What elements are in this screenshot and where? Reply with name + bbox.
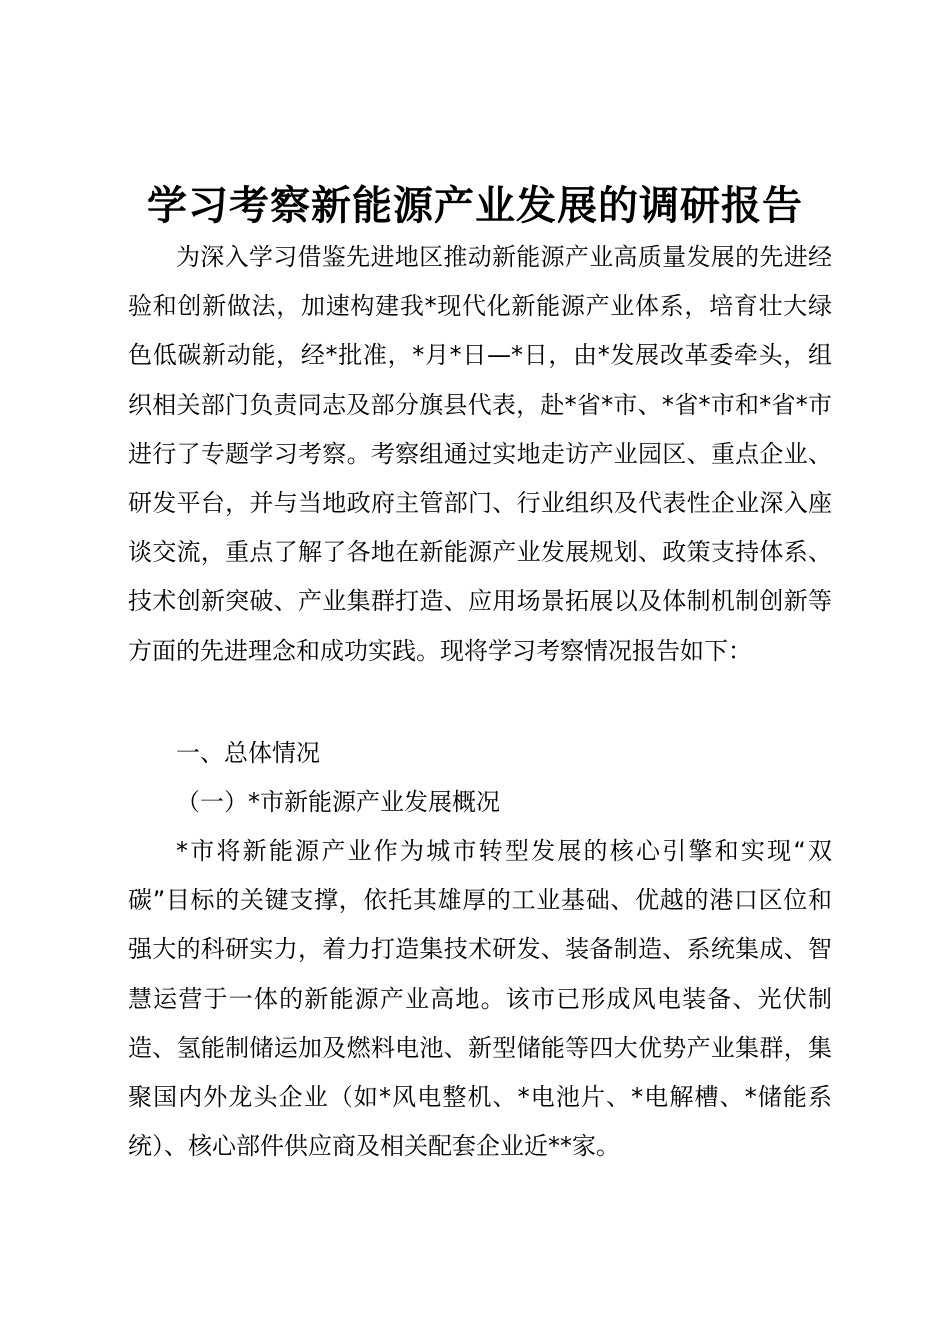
section-heading: 一、总体情况 xyxy=(176,739,320,767)
intro-paragraph: 为深入学习借鉴先进地区推动新能源产业高质量发展的先进经验和创新做法，加速构建我*现代化新能源产业体系，培育壮大绿色低碳新动能，经*批准，*月*日—*日，由*发展改革委牵头，组织相关部门负责同志及部分旗县代表，赴*省*市、*省*市和*省*市进行了专题学习考察。考察组通过实地走访产业园区、重点企业、研发平台，并与当地政府主管部门、行业组织及代表性企业深入座谈交流，重点了解了各地在新能源产业发展规划、政策支持体系、技术创新突破、产业集群打造、应用场景拓展以及体制机制创新等方面的先进理念和成功实践。现将学习考察情况报告如下： xyxy=(128,243,832,665)
document-title: 学习考察新能源产业发展的调研报告 xyxy=(147,182,803,229)
section-paragraph: *市将新能源产业作为城市转型发展的核心引擎和实现“双碳”目标的关键支撑，依托其雄厚的工业基础、优越的港口区位和强大的科研实力，着力打造集技术研发、装备制造、系统集成、智慧运营于一体的新能源产业高地。该市已形成风电装备、光伏制造、氢能制储运加及燃料电池、新型储能等四大优势产业集群，集聚国内外龙头企业（如*风电整机、*电池片、*电解槽、*储能系统）、核心部件供应商及相关配套企业近**家。 xyxy=(128,837,832,1161)
subsection-heading: （一）*市新能源产业发展概况 xyxy=(176,788,500,816)
